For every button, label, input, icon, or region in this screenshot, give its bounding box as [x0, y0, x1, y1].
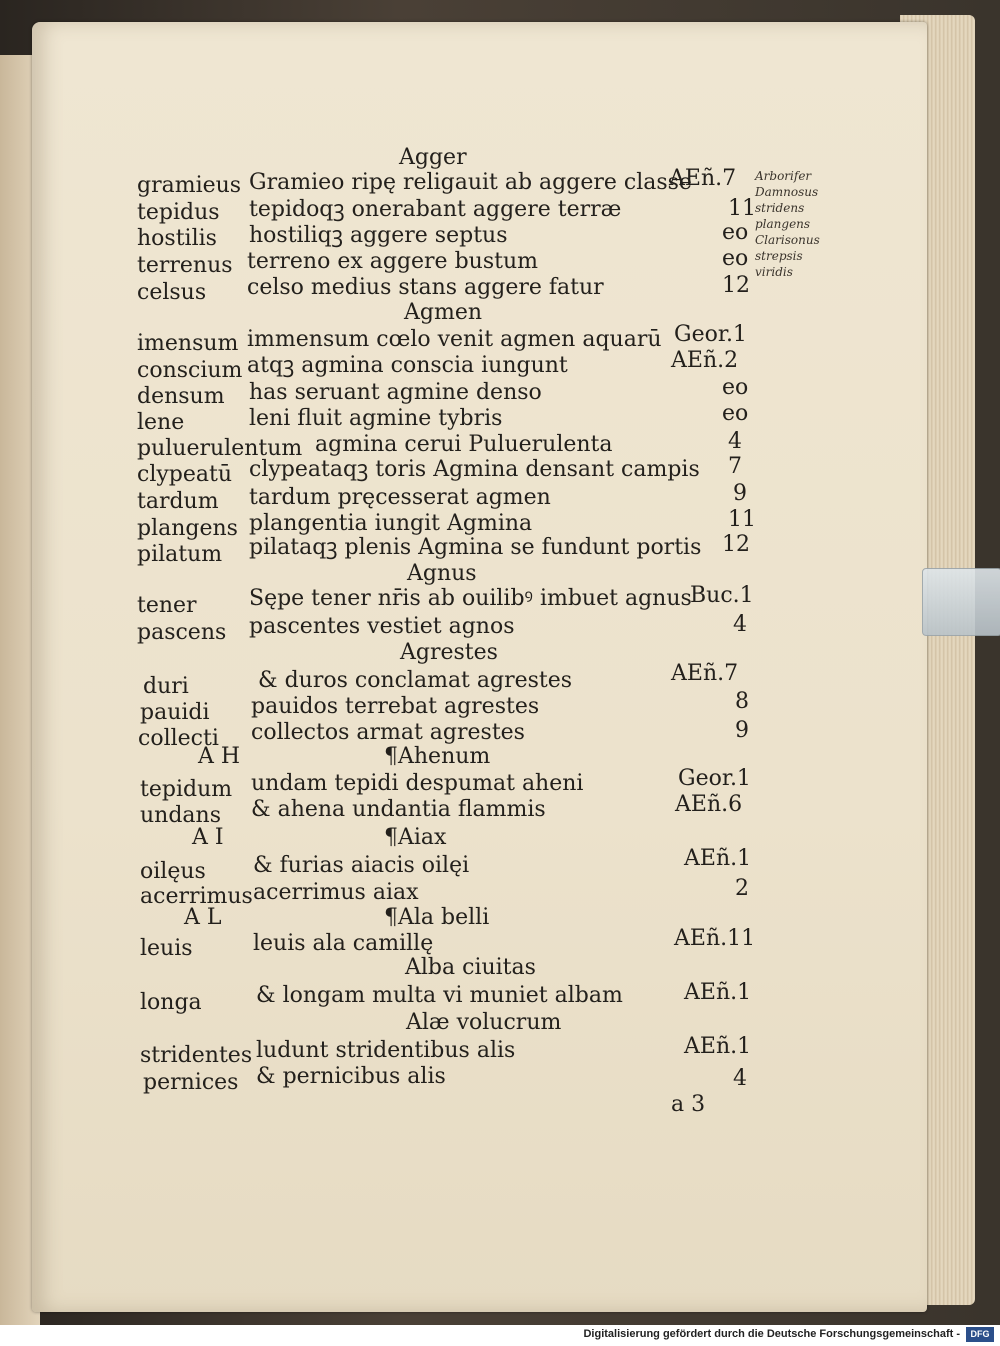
entry-reference: AEñ.1: [684, 846, 752, 871]
entry-reference: AEñ.1: [684, 1034, 752, 1059]
entry-reference: 8: [735, 689, 749, 714]
entry-word: plangens: [137, 516, 238, 541]
entry-verse: pilataqꝫ plenis Agmina se fundunt portis: [249, 535, 702, 560]
handwritten-margin-notes: [755, 168, 820, 280]
entry-word: acerrimus: [140, 884, 253, 909]
heading-agger: Agger: [399, 145, 467, 170]
entry-word: celsus: [137, 280, 207, 305]
entry-word: gramieus: [137, 173, 242, 198]
entry-reference: 11: [728, 196, 756, 221]
entry-reference: Buc.1: [690, 583, 754, 608]
entry-word: tepidum: [140, 777, 233, 802]
entry-word: collecti: [138, 726, 219, 751]
entry-word: leuis: [140, 936, 193, 961]
margin-note-line: Damnosus: [755, 185, 819, 199]
entry-word: pernices: [143, 1070, 239, 1095]
entry-verse: pascentes vestiet agnos: [249, 614, 515, 639]
entry-reference: AEñ.1: [684, 980, 752, 1005]
entry-reference: eo: [722, 246, 749, 271]
entry-verse: atqꝫ agmina conscia iungunt: [247, 353, 568, 378]
entry-verse: acerrimus aiax: [253, 880, 419, 905]
entry-word: puluerulentum: [137, 436, 303, 461]
entry-verse: has seruant agmine denso: [249, 380, 542, 405]
heading-agnus: Agnus: [407, 561, 477, 586]
entry-verse: celso medius stans aggere fatur: [247, 275, 604, 300]
entry-reference: 12: [722, 532, 750, 557]
entry-reference: 4: [733, 612, 747, 637]
entry-verse: & pernicibus alis: [256, 1064, 446, 1089]
entry-word: pascens: [137, 620, 227, 645]
entry-word: pilatum: [137, 542, 223, 567]
margin-note-line: Clarisonus: [755, 233, 820, 247]
entry-word: longa: [140, 990, 202, 1015]
entry-verse: Sępe tener nr̄is ab ouilibꝰ imbuet agnus: [249, 586, 692, 611]
entry-word: hostilis: [137, 226, 217, 251]
entry-verse: Gramieo ripę religauit ab aggere classe: [249, 170, 692, 195]
entry-reference: Geor.1: [674, 322, 747, 347]
entry-verse: leuis ala camillę: [253, 931, 434, 956]
section-letters-al: A L: [184, 905, 222, 930]
entry-word: tardum: [137, 489, 219, 514]
entry-reference: AEñ.11: [674, 926, 756, 951]
entry-verse: & longam multa vi muniet albam: [256, 983, 623, 1008]
entry-verse: collectos armat agrestes: [251, 720, 525, 745]
entry-verse: leni fluit agmine tybris: [249, 406, 503, 431]
margin-note-line: Arborifer: [755, 169, 812, 183]
entry-word: terrenus: [137, 253, 233, 278]
entry-verse: immensum cœlo venit agmen aquarū: [247, 327, 662, 352]
entry-verse: & furias aiacis oilęi: [253, 853, 470, 878]
margin-note-line: stridens: [755, 201, 805, 215]
heading-ala-belli: ¶Ala belli: [384, 905, 490, 930]
entry-reference: eo: [722, 220, 749, 245]
entry-verse: undam tepidi despumat aheni: [251, 771, 584, 796]
page-clip: [922, 568, 1000, 636]
entry-word: lene: [137, 410, 185, 435]
entry-reference: 7: [728, 454, 742, 479]
entry-reference: AEñ.7: [669, 166, 737, 191]
entry-verse: ludunt stridentibus alis: [256, 1038, 516, 1063]
entry-word: tener: [137, 593, 197, 618]
entry-reference: AEñ.6: [675, 792, 743, 817]
heading-agmen: Agmen: [404, 300, 483, 325]
entry-word: tepidus: [137, 200, 220, 225]
heading-aiax: ¶Aiax: [384, 825, 447, 850]
entry-reference: 9: [733, 481, 747, 506]
entry-reference: 9: [735, 718, 749, 743]
entry-reference: 4: [733, 1066, 747, 1091]
entry-word: undans: [140, 803, 221, 828]
entry-verse: terreno ex aggere bustum: [247, 249, 538, 274]
dfg-logo-icon: DFG: [966, 1327, 994, 1342]
entry-word: imensum: [137, 331, 239, 356]
margin-note-line: viridis: [755, 265, 793, 279]
entry-verse: hostiliqꝫ aggere septus: [249, 223, 508, 248]
heading-agrestes: Agrestes: [400, 640, 498, 665]
heading-alba-ciuitas: Alba ciuitas: [405, 955, 536, 980]
entry-word: densum: [137, 384, 225, 409]
entry-verse: & duros conclamat agrestes: [258, 668, 573, 693]
heading-alae-volucrum: Alæ volucrum: [406, 1010, 562, 1035]
entry-word: oilęus: [140, 859, 206, 884]
section-letters-ah: A H: [198, 744, 241, 769]
entry-reference: eo: [722, 375, 749, 400]
entry-reference: AEñ.7: [671, 661, 739, 686]
entry-verse: tepidoqꝫ onerabant aggere terræ: [249, 197, 622, 222]
entry-reference: 12: [722, 273, 750, 298]
funding-notice: Digitalisierung gefördert durch die Deutsche Forschungsgemeinschaft -: [583, 1328, 960, 1340]
margin-note-line: plangens: [755, 217, 811, 231]
margin-note-line: strepsis: [755, 249, 803, 263]
entry-word: conscium: [137, 358, 243, 383]
entry-verse: & ahena undantia flammis: [251, 797, 546, 822]
entry-reference: AEñ.2: [671, 348, 739, 373]
footer-bar: [0, 1325, 1000, 1346]
entry-word: stridentes: [140, 1043, 253, 1068]
entry-verse: tardum pręcesserat agmen: [249, 485, 551, 510]
heading-ahenum: ¶Ahenum: [384, 744, 491, 769]
entry-verse: plangentia iungit Agmina: [249, 511, 533, 536]
entry-reference: 2: [735, 876, 749, 901]
entry-word: clypeatū: [137, 462, 233, 487]
entry-reference: 4: [728, 429, 742, 454]
entry-verse: agmina cerui Puluerulenta: [315, 432, 613, 457]
entry-reference: 11: [728, 507, 756, 532]
entry-verse: clypeataqꝫ toris Agmina densant campis: [249, 457, 700, 482]
entry-reference: Geor.1: [678, 766, 751, 791]
entry-reference: eo: [722, 401, 749, 426]
entry-word: pauidi: [140, 700, 210, 725]
signature-mark: a 3: [671, 1092, 706, 1117]
section-letters-ai: A I: [192, 825, 224, 850]
entry-word: duri: [143, 674, 189, 699]
entry-verse: pauidos terrebat agrestes: [251, 694, 540, 719]
